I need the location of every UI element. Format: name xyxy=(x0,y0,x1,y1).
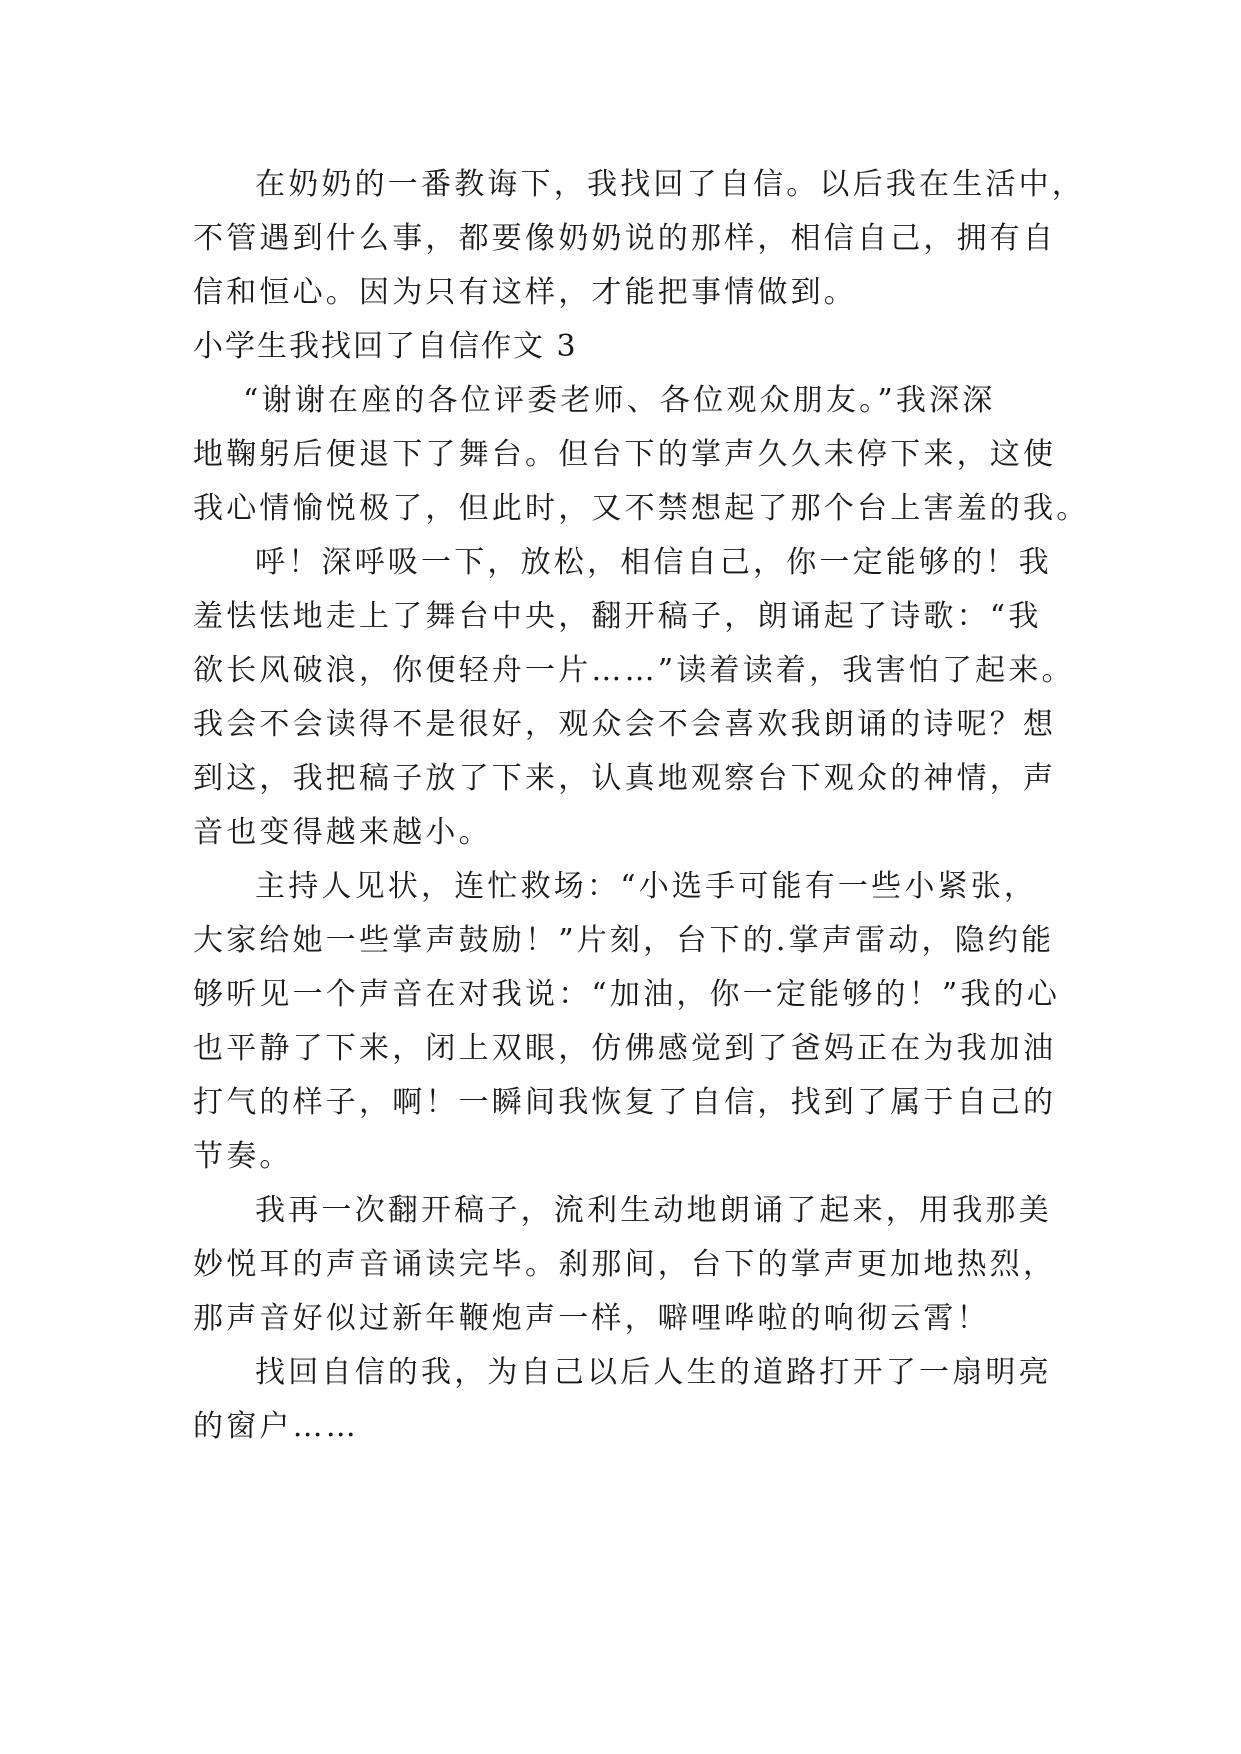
text-line: 我会不会读得不是很好，观众会不会喜欢我朗诵的诗呢？想 xyxy=(193,707,1057,742)
paragraph xyxy=(193,536,1075,860)
text-line: 我心情愉悦极了，但此时，又不禁想起了那个台上害羞的我。 xyxy=(193,491,1090,526)
paragraph xyxy=(193,158,1085,320)
text-line: 在奶奶的一番教诲下，我找回了自信。以后我在生活中， xyxy=(255,167,1085,202)
text-line: 够听见一个声音在对我说：“加油，你一定能够的！”我的心 xyxy=(193,977,1061,1012)
text-line: 信和恒心。因为只有这样，才能把事情做到。 xyxy=(193,275,857,310)
text-line: “谢谢在座的各位评委老师、各位观众朋友。”我深深 xyxy=(243,383,996,418)
text-line: 地鞠躬后便退下了舞台。但台下的掌声久久未停下来，这使 xyxy=(193,437,1057,472)
text-line: 主持人见状，连忙救场：“小选手可能有一些小紧张， xyxy=(255,869,1038,904)
text-line: 羞怯怯地走上了舞台中央，翻开稿子，朗诵起了诗歌：“我 xyxy=(193,599,1042,634)
paragraph xyxy=(193,1184,1057,1346)
paragraph xyxy=(193,374,1090,536)
text-line: 音也变得越来越小。 xyxy=(193,815,492,850)
text-line: 我再一次翻开稿子，流利生动地朗诵了起来，用我那美 xyxy=(255,1193,1052,1228)
paragraph xyxy=(193,860,1061,1184)
text-line: 欲长风破浪，你便轻舟一片……”读着读着，我害怕了起来。 xyxy=(193,653,1075,688)
text-line: 也平静了下来，闭上双眼，仿佛感觉到了爸妈正在为我加油 xyxy=(193,1031,1057,1066)
text-line: 到这，我把稿子放了下来，认真地观察台下观众的神情，声 xyxy=(193,761,1057,796)
text-line: 妙悦耳的声音诵读完毕。刹那间，台下的掌声更加地热烈， xyxy=(193,1247,1057,1282)
paragraph xyxy=(193,1346,1053,1454)
text-line: 节奏。 xyxy=(193,1139,293,1174)
text-line: 呼！深呼吸一下，放松，相信自己，你一定能够的！我 xyxy=(255,545,1052,580)
text-line: 找回自信的我，为自己以后人生的道路打开了一扇明亮 xyxy=(255,1355,1052,1390)
document-page xyxy=(193,158,1090,1454)
text-line: 不管遇到什么事，都要像奶奶说的那样，相信自己，拥有自 xyxy=(193,221,1057,256)
text-line: 打气的样子，啊！一瞬间我恢复了自信，找到了属于自己的 xyxy=(193,1085,1057,1120)
essay-heading: 小学生我找回了自信作文 3 xyxy=(193,329,578,364)
text-line: 大家给她一些掌声鼓励！”片刻，台下的.掌声雷动，隐约能 xyxy=(193,923,1055,958)
text-line: 那声音好似过新年鞭炮声一样，噼哩哗啦的响彻云霄！ xyxy=(193,1301,990,1336)
text-line: 的窗户…… xyxy=(193,1409,359,1444)
